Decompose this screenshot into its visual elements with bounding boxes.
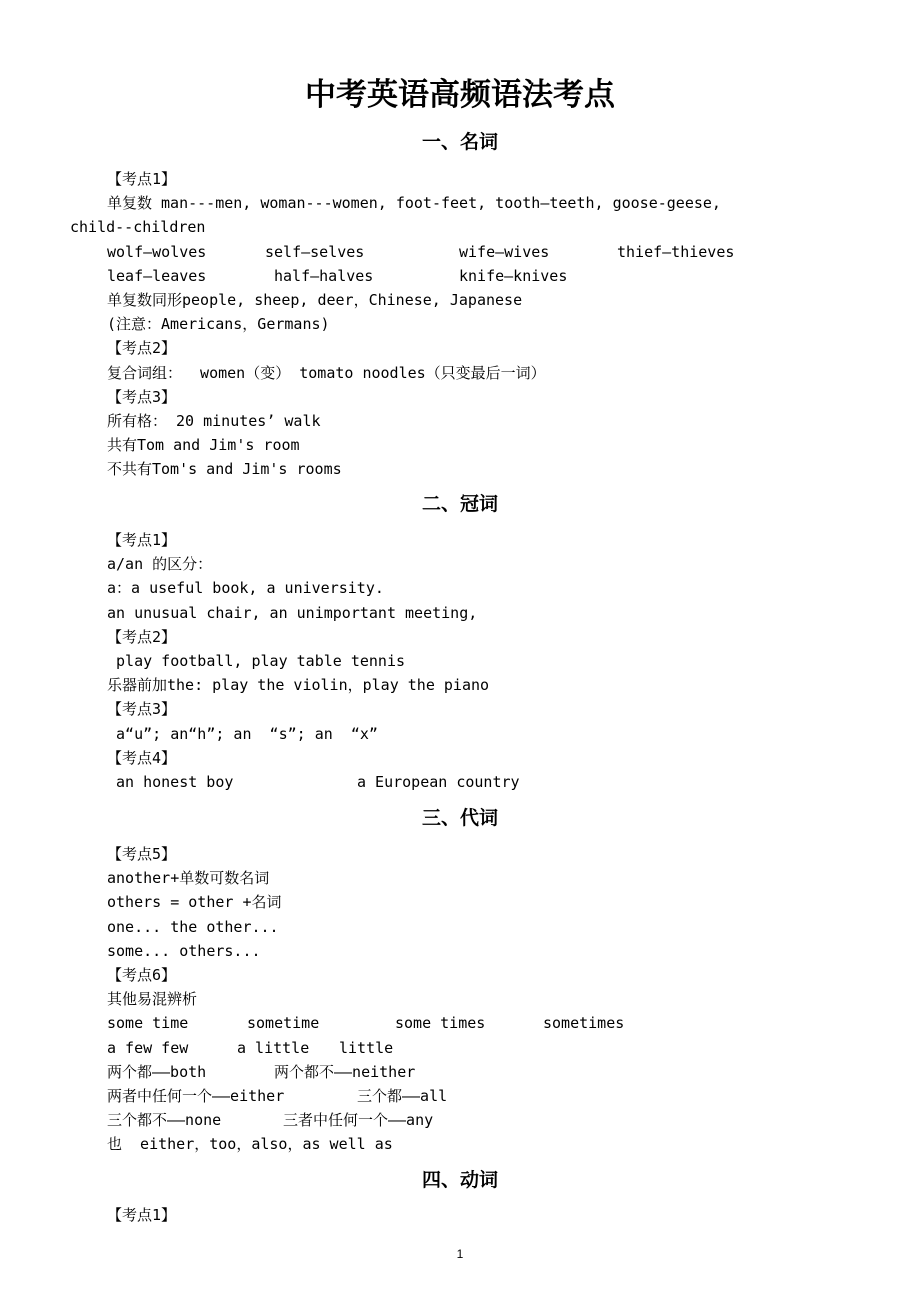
text-line: child--children: [70, 218, 206, 237]
comparison-item: 两者中任何一个——either: [107, 1086, 285, 1105]
point-label: 【考点4】: [107, 748, 177, 767]
point-label: 【考点1】: [107, 531, 177, 549]
plural-item: knife—knives: [459, 266, 568, 285]
comparison-item: a little: [237, 1038, 310, 1057]
comparison-item: a few few: [107, 1038, 189, 1057]
text-line: 复合词组： women（变） tomato noodles（只变最后一词）: [107, 363, 546, 382]
section-nouns: [70, 167, 807, 481]
plural-row: [107, 240, 807, 264]
section-heading-pronouns: 三、代词: [421, 807, 498, 829]
plural-item: half—halves: [274, 266, 374, 285]
example-item: an honest boy: [116, 772, 234, 791]
text-line: 所有格： 20 minutes’ walk: [107, 411, 321, 430]
text-line: 共有Tom and Jim's room: [107, 436, 300, 455]
plural-row: [107, 264, 807, 288]
comparison-row: [107, 1060, 807, 1084]
text-line: 单复数同形people, sheep, deer，Chinese, Japanese: [107, 290, 523, 309]
text-line: some... others...: [107, 941, 261, 960]
point-label: 【考点2】: [107, 627, 177, 646]
point-label: 【考点2】: [107, 339, 177, 358]
section-heading-articles: 二、冠词: [421, 493, 498, 515]
comparison-item: 三者中任何一个——any: [283, 1111, 434, 1130]
section-heading-verbs: 四、动词: [421, 1169, 498, 1191]
point-label: 【考点1】: [107, 1206, 177, 1224]
comparison-row: [107, 1084, 807, 1108]
comparison-item: 三个都不——none: [107, 1111, 222, 1130]
text-line: 不共有Tom's and Jim's rooms: [107, 460, 342, 479]
point-label: 【考点3】: [107, 700, 177, 719]
plural-item: leaf—leaves: [107, 266, 207, 285]
example-row: [107, 770, 807, 794]
comparison-row: [107, 1108, 807, 1132]
text-line: one... the other...: [107, 917, 279, 936]
point-label: 【考点5】: [107, 845, 177, 863]
comparison-item: sometimes: [543, 1014, 625, 1033]
plural-item: wife—wives: [459, 242, 550, 261]
comparison-item: 两个都不——neither: [274, 1062, 416, 1081]
comparison-item: 两个都——both: [107, 1062, 207, 1081]
comparison-row: [107, 1011, 807, 1035]
plural-item: wolf—wolves: [107, 242, 207, 261]
comparison-item: some time: [107, 1014, 189, 1033]
plural-item: thief—thieves: [617, 242, 735, 261]
text-line: a/an 的区分：: [107, 555, 213, 574]
text-line: 单复数 man---men, woman---women, foot-feet, tooth—teeth, goose-geese,: [107, 194, 721, 213]
point-label: 【考点3】: [107, 387, 177, 406]
comparison-item: some times: [395, 1014, 486, 1033]
comparison-item: sometime: [247, 1014, 320, 1033]
text-line: another+单数可数名词: [107, 869, 270, 888]
text-line: an unusual chair, an unimportant meeting,: [107, 603, 478, 622]
section-heading-nouns: 一、名词: [421, 131, 498, 153]
document-title: 中考英语高频语法考点: [305, 77, 615, 113]
section-articles: [107, 528, 807, 794]
plural-item: self—selves: [265, 242, 365, 261]
text-line: play football, play table tennis: [107, 651, 406, 670]
section-verbs: [107, 1203, 807, 1227]
point-label: 【考点6】: [107, 965, 177, 984]
text-line: 其他易混辨析: [107, 990, 198, 1009]
section-pronouns: [107, 842, 807, 1156]
text-line: (注意：Americans，Germans): [107, 315, 330, 334]
text-line: 乐器前加the: play the violin，play the piano: [107, 676, 490, 695]
example-item: a European country: [357, 772, 520, 791]
text-line: a“u”; an“h”; an “s”; an “x”: [107, 724, 378, 743]
text-line: a：a useful book, a university.: [107, 579, 384, 598]
comparison-item: 三个都——all: [357, 1086, 448, 1105]
comparison-row: [107, 1036, 807, 1060]
page-number: 1: [456, 1247, 464, 1261]
text-line: 也 either，too，also，as well as: [107, 1135, 393, 1154]
comparison-item: little: [339, 1038, 394, 1057]
point-label: 【考点1】: [107, 170, 177, 188]
text-line: others = other +名词: [107, 893, 282, 912]
